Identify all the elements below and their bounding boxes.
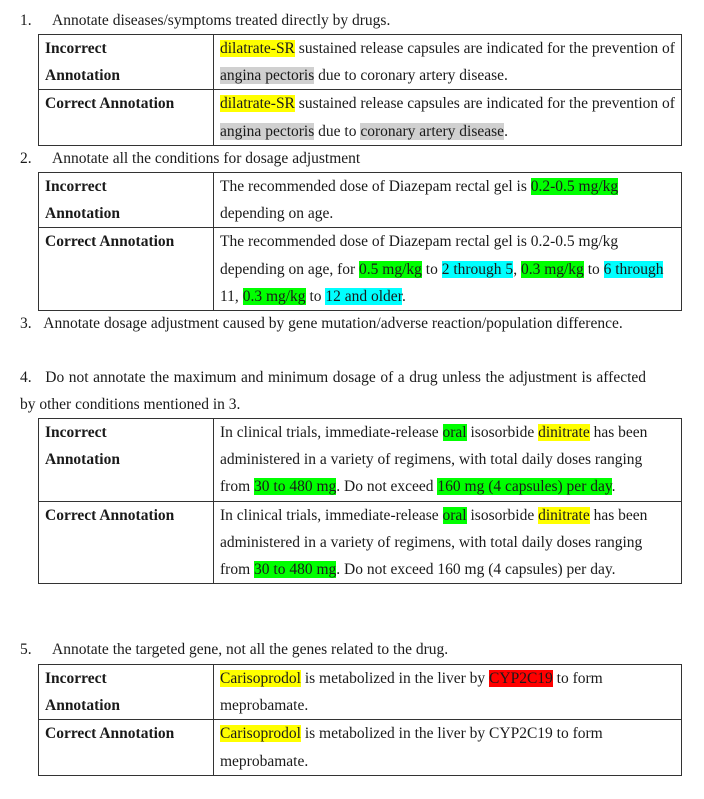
annotation-table-5 — [38, 664, 682, 776]
text-run: sustained release capsules are indicated for the prevention of — [294, 40, 675, 57]
text-run: due to coronary artery disease. — [314, 67, 508, 85]
text-run: , — [513, 260, 521, 278]
drug-highlight: dinitrate — [538, 506, 590, 524]
section-title: Annotate diseases/symptoms treated directly by drugs. — [52, 12, 391, 29]
correct-row — [39, 501, 682, 584]
text-run: to — [421, 260, 442, 278]
correct-label: Correct Annotation — [39, 90, 214, 145]
condition-highlight: 6 through — [603, 260, 664, 278]
section-number: 4. — [20, 369, 32, 386]
text-run: to — [305, 287, 326, 305]
section-title: Annotate all the conditions for dosage adjustment — [52, 150, 361, 167]
dose-highlight: 0.2-0.5 mg/kg — [530, 178, 619, 195]
route-highlight: oral — [442, 424, 467, 441]
incorrect-row — [39, 419, 682, 502]
example-text — [214, 173, 682, 228]
condition-highlight: 12 and older — [325, 287, 402, 305]
disease-highlight: angina pectoris — [220, 67, 315, 85]
incorrect-row — [39, 665, 682, 720]
drug-highlight: Carisoprodol — [220, 725, 301, 743]
incorrect-row — [39, 173, 682, 228]
dose-highlight: 0.5 mg/kg — [359, 260, 422, 278]
example-text — [214, 665, 682, 720]
section-1-heading — [20, 7, 670, 34]
text-run: to form meprobamate. — [220, 670, 603, 715]
disease-highlight: angina pectoris — [220, 122, 315, 140]
text-run: Incorrect — [45, 178, 107, 195]
condition-highlight: 2 through 5 — [441, 260, 514, 278]
text-run: Incorrect — [45, 424, 107, 441]
text-run: sustained release capsules are indicated for the prevention of — [294, 95, 675, 113]
text-run: In clinical trials, immediate-release — [220, 506, 443, 524]
text-run: isosorbide — [466, 424, 539, 441]
drug-highlight: dilatrate-SR — [220, 95, 295, 113]
dose-highlight: 160 mg (4 capsules) per day — [437, 478, 612, 496]
text-run: is metabolized in the liver by — [300, 670, 490, 687]
text-run: is metabolized in the liver by CYP2C19 to form meprobamate. — [220, 725, 603, 770]
section-title: Annotate dosage adjustment caused by gene mutation/adverse reaction/population difference. — [43, 315, 623, 332]
text-run: The recommended dose of Diazepam rectal gel is 0.2-0.5 mg/kg depending on age, for — [220, 233, 619, 278]
example-text — [214, 228, 682, 311]
text-run: Annotation — [45, 67, 120, 85]
example-text — [214, 501, 682, 584]
correct-row — [39, 90, 682, 145]
text-run: Annotation — [45, 451, 120, 469]
incorrect-label — [39, 35, 214, 90]
text-run: The recommended dose of Diazepam rectal gel is — [220, 178, 531, 195]
text-run: Incorrect — [45, 670, 107, 687]
section-title: Do not annotate the maximum and minimum dosage of a drug unless the adjustment is affected by other conditions mentioned in 3. — [20, 369, 647, 413]
drug-highlight: dilatrate-SR — [220, 40, 295, 57]
text-run: . — [611, 478, 616, 496]
incorrect-label — [39, 419, 214, 502]
annotation-table-2 — [38, 172, 682, 311]
section-3-paragraph — [20, 310, 646, 337]
section-title: Annotate the targeted gene, not all the genes related to the drug. — [52, 641, 449, 658]
text-run: In clinical trials, immediate-release — [220, 424, 443, 441]
text-run: isosorbide — [466, 506, 539, 524]
example-text — [214, 35, 682, 90]
text-run: depending on age. — [220, 205, 334, 223]
text-run: has been administered in a variety of regimens, with total daily doses ranging from — [220, 506, 648, 579]
drug-highlight: dinitrate — [538, 424, 590, 441]
example-text — [214, 720, 682, 775]
text-run: . Do not exceed 160 mg (4 capsules) per day. — [336, 561, 616, 579]
correct-label: Correct Annotation — [39, 501, 214, 584]
text-run: 11, — [220, 287, 243, 305]
text-run: . — [504, 122, 508, 140]
gene-highlight: CYP2C19 — [489, 670, 553, 687]
text-run: . Do not exceed — [336, 478, 438, 496]
dose-highlight: 0.3 mg/kg — [242, 287, 306, 305]
annotation-table-1 — [38, 34, 682, 146]
section-4-paragraph — [20, 364, 646, 418]
disease-highlight: coronary artery disease — [360, 122, 505, 140]
correct-label: Correct Annotation — [39, 720, 214, 775]
correct-row — [39, 720, 682, 775]
dose-highlight: 30 to 480 mg — [254, 561, 337, 579]
drug-highlight: Carisoprodol — [220, 670, 301, 687]
section-number: 3. — [20, 315, 32, 332]
section-2-heading — [20, 145, 670, 172]
route-highlight: oral — [442, 506, 467, 524]
section-number: 5. — [20, 641, 32, 658]
dose-highlight: 30 to 480 mg — [254, 478, 337, 496]
text-run: Annotation — [45, 205, 120, 223]
incorrect-label — [39, 173, 214, 228]
example-text — [214, 419, 682, 502]
incorrect-label — [39, 665, 214, 720]
section-5-heading — [20, 636, 670, 663]
section-number: 2. — [20, 150, 32, 167]
text-run: . — [402, 287, 406, 305]
correct-row — [39, 228, 682, 311]
correct-label: Correct Annotation — [39, 228, 214, 311]
incorrect-row — [39, 35, 682, 90]
section-number: 1. — [20, 12, 32, 29]
text-run: to — [583, 260, 604, 278]
dose-highlight: 0.3 mg/kg — [520, 260, 584, 278]
example-text — [214, 90, 682, 145]
text-run: due to — [314, 122, 361, 140]
text-run: Annotation — [45, 697, 120, 715]
annotation-table-4 — [38, 418, 682, 584]
text-run: has been administered in a variety of regimens, with total daily doses ranging from — [220, 424, 648, 496]
text-run: Incorrect — [45, 40, 107, 57]
